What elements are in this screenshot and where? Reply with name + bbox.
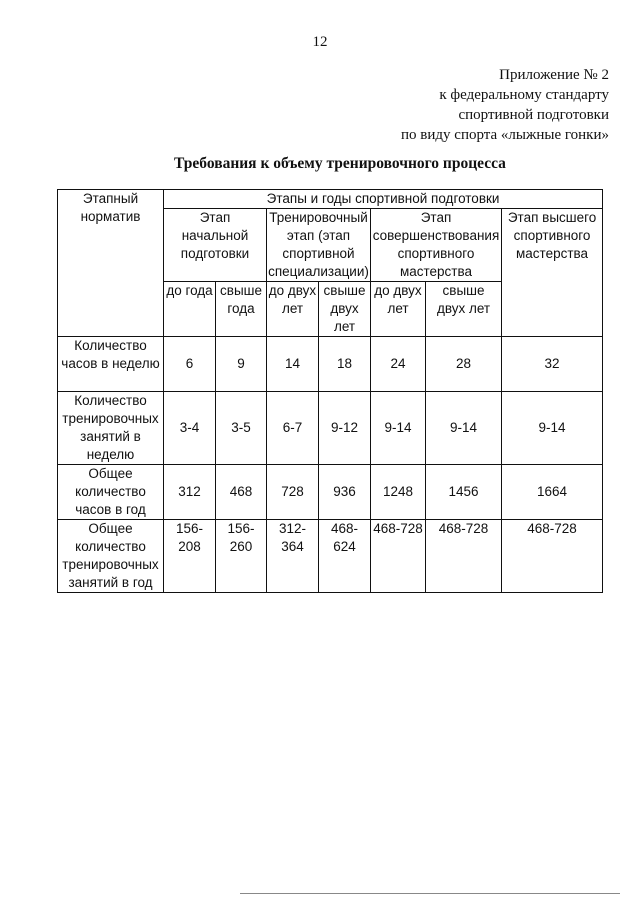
requirements-table: [57, 189, 603, 593]
row-label-cell: Количество часов в неделю: [58, 337, 164, 392]
value-cell: 1456: [426, 465, 502, 520]
value-cell: 3-5: [216, 392, 267, 465]
value-cell: 3-4: [164, 392, 216, 465]
table-row: [58, 392, 603, 465]
stage-header-cell: Этап совершенствования спортивного мастерства: [371, 209, 502, 282]
value-cell: 9-14: [426, 392, 502, 465]
value-cell: 1664: [502, 465, 603, 520]
table-row: [58, 520, 603, 593]
value-cell: 9-12: [319, 392, 371, 465]
row-label-cell: Количество тренировочных занятий в неделю: [58, 392, 164, 465]
appendix-line: спортивной подготовки: [458, 107, 609, 123]
appendix-line: Приложение № 2: [499, 67, 609, 83]
appendix-line: по виду спорта «лыжные гонки»: [401, 127, 609, 143]
value-cell: 468-624: [319, 520, 371, 593]
group-header-cell: Этапы и годы спортивной подготовки: [164, 190, 603, 209]
document-title: Требования к объему тренировочного процесса: [174, 155, 506, 172]
stage-header-cell: Этап начальной подготовки: [164, 209, 267, 282]
table-row: [58, 337, 603, 392]
year-header-cell: свыше года: [216, 282, 267, 337]
stage-header-cell: Тренировочный этап (этап спортивной специализации): [267, 209, 371, 282]
value-cell: 312-364: [267, 520, 319, 593]
value-cell: 6: [164, 337, 216, 392]
value-cell: 936: [319, 465, 371, 520]
value-cell: 468-728: [426, 520, 502, 593]
value-cell: 468-728: [371, 520, 426, 593]
value-cell: 28: [426, 337, 502, 392]
page-number: 12: [312, 34, 328, 50]
year-header-cell: свыше двух лет: [426, 282, 502, 337]
year-header-cell: до двух лет: [267, 282, 319, 337]
appendix-block: [401, 65, 609, 145]
year-header-cell: до года: [164, 282, 216, 337]
value-cell: 9-14: [371, 392, 426, 465]
value-cell: 24: [371, 337, 426, 392]
value-cell: 32: [502, 337, 603, 392]
value-cell: 728: [267, 465, 319, 520]
year-header-cell: до двух лет: [371, 282, 426, 337]
value-cell: 1248: [371, 465, 426, 520]
row-label-cell: Общее количество часов в год: [58, 465, 164, 520]
appendix-line: к федеральному стандарту: [439, 87, 609, 103]
table-row: [58, 465, 603, 520]
corner-header-cell: Этапный норматив: [58, 190, 164, 337]
page-bottom-edge: [240, 893, 620, 894]
value-cell: 14: [267, 337, 319, 392]
row-label-cell: Общее количество тренировочных занятий в год: [58, 520, 164, 593]
value-cell: 9: [216, 337, 267, 392]
value-cell: 9-14: [502, 392, 603, 465]
value-cell: 156-260: [216, 520, 267, 593]
value-cell: 468: [216, 465, 267, 520]
year-header-cell: свыше двух лет: [319, 282, 371, 337]
value-cell: 18: [319, 337, 371, 392]
stage-header-cell: Этап высшего спортивного мастерства: [502, 209, 603, 337]
value-cell: 312: [164, 465, 216, 520]
value-cell: 6-7: [267, 392, 319, 465]
value-cell: 468-728: [502, 520, 603, 593]
value-cell: 156-208: [164, 520, 216, 593]
